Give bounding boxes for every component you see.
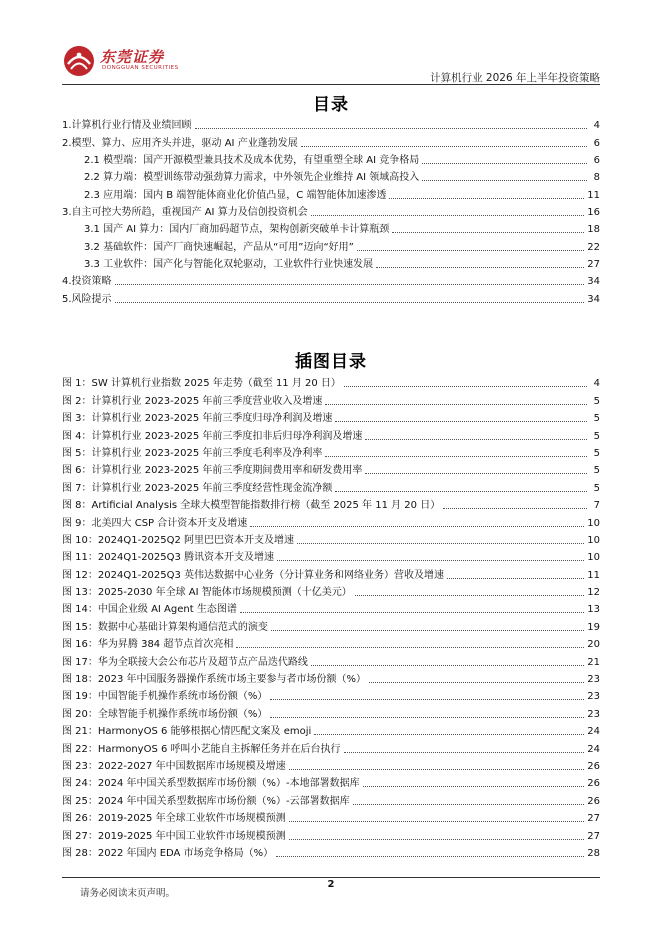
- leader-dots: [314, 734, 584, 735]
- figure-entry[interactable]: [62, 390, 600, 407]
- figure-entry-text: 图 2：计算机行业 2023-2025 年前三季度营业收入及增速: [62, 395, 323, 407]
- leader-dots: [301, 146, 587, 147]
- toc-entry[interactable]: [62, 271, 600, 288]
- toc-entry[interactable]: [62, 132, 600, 149]
- figure-entry-page: 10: [587, 552, 600, 564]
- figure-entry[interactable]: [62, 703, 600, 720]
- figure-entry-page: 7: [593, 500, 600, 512]
- figure-entry-text: 图 16：华为昇腾 384 超节点首次亮相: [62, 639, 234, 651]
- figure-entry[interactable]: [62, 443, 600, 460]
- toc-subentry[interactable]: [62, 219, 600, 236]
- leader-dots: [344, 752, 585, 753]
- leader-dots: [376, 267, 584, 268]
- figure-entry-page: 12: [587, 587, 600, 599]
- leader-dots: [277, 560, 584, 561]
- figure-entry-text: 图 11：2024Q1-2025Q3 腾讯资本开支及增速: [62, 552, 275, 564]
- leader-dots: [422, 180, 587, 181]
- figure-entry-text: 图 27：2019-2025 年中国工业软件市场规模预测: [62, 830, 286, 842]
- figure-entry-text: 图 17：华为全联接大会公布芯片及超节点产品迭代路线: [62, 656, 308, 668]
- figure-entry[interactable]: [62, 843, 600, 860]
- leader-dots: [422, 163, 587, 164]
- figure-entry-page: 10: [587, 517, 600, 529]
- figure-entry[interactable]: [62, 721, 600, 738]
- figure-entry[interactable]: [62, 756, 600, 773]
- figure-entry-text: 图 28：2022 年国内 EDA 市场竞争格局（%）: [62, 847, 274, 859]
- leader-dots: [344, 386, 587, 387]
- brand-name-en: DONGGUAN SECURITIES: [102, 65, 179, 71]
- leader-dots: [325, 404, 587, 405]
- leader-dots: [289, 821, 585, 822]
- toc-entry-page: 8: [593, 172, 600, 184]
- figure-entry-text: 图 5：计算机行业 2023-2025 年前三季度毛利率及净利率: [62, 447, 323, 459]
- figure-entry-page: 24: [587, 743, 600, 755]
- figure-entry[interactable]: [62, 373, 600, 390]
- figure-entry-text: 图 13：2025-2030 年全球 AI 智能体市场规模预测（十亿美元）: [62, 587, 352, 599]
- toc-entry[interactable]: [62, 202, 600, 219]
- figure-entry-text: 图 20：全球智能手机操作系统市场份额（%）: [62, 708, 268, 720]
- page-header: [0, 0, 662, 86]
- toc-entry-text: 2.2 算力端：模型训练带动强劲算力需求，中外领先企业维持 AI 领域高投入: [84, 172, 420, 184]
- figure-entry-text: 图 14：中国企业级 AI Agent 生态图谱: [62, 604, 237, 616]
- toc-entry-page: 34: [587, 276, 600, 288]
- toc-entry-text: 5.风险提示: [62, 293, 112, 305]
- figure-entry-text: 图 15：数据中心基础计算架构通信范式的演变: [62, 621, 268, 633]
- toc-entry-page: 4: [593, 120, 600, 132]
- leader-dots: [240, 612, 584, 613]
- toc-entry-text: 3.2 基础软件：国产厂商快速崛起，产品从“可用”迈向“好用”: [84, 241, 354, 253]
- toc-entry-page: 6: [593, 137, 600, 149]
- figure-entry-page: 5: [593, 482, 600, 494]
- figure-entry[interactable]: [62, 808, 600, 825]
- footer-disclaimer: 请务必阅读末页声明。: [80, 888, 176, 899]
- leader-dots: [369, 682, 584, 683]
- figure-entry[interactable]: [62, 738, 600, 755]
- figure-entry-text: 图 9：北美四大 CSP 合计资本开支及增速: [62, 517, 248, 529]
- toc-entry-text: 1.计算机行业行情及业绩回顾: [62, 120, 192, 132]
- figure-entry[interactable]: [62, 686, 600, 703]
- leader-dots: [311, 665, 584, 666]
- figure-entry-page: 4: [593, 378, 600, 390]
- leader-dots: [335, 491, 587, 492]
- leader-dots: [447, 578, 584, 579]
- leader-dots: [443, 508, 587, 509]
- figure-entry-page: 5: [593, 413, 600, 425]
- figure-entry-text: 图 3：计算机行业 2023-2025 年前三季度归母净利润及增速: [62, 413, 333, 425]
- toc-subentry[interactable]: [62, 150, 600, 167]
- figure-entry[interactable]: [62, 651, 600, 668]
- figure-entry-text: 图 1：SW 计算机行业指数 2025 年走势（截至 11 月 20 日）: [62, 378, 341, 390]
- toc-entry-text: 3.3 工业软件：国产化与智能化双轮驱动，工业软件行业快速发展: [84, 259, 374, 271]
- figure-entry-text: 图 10：2024Q1-2025Q2 阿里巴巴资本开支及增速: [62, 534, 295, 546]
- figure-entry-text: 图 22：HarmonyOS 6 呼叫小艺能自主拆解任务并在后台执行: [62, 743, 341, 755]
- toc-entry-page: 6: [593, 155, 600, 167]
- figure-entry-page: 5: [593, 465, 600, 477]
- figure-entry-page: 13: [587, 604, 600, 616]
- figure-entry[interactable]: [62, 634, 600, 651]
- figure-entry[interactable]: [62, 425, 600, 442]
- leader-dots: [392, 232, 584, 233]
- toc-entry-text: 2.1 模型端：国产开源模型兼具技术及成本优势，有望重塑全球 AI 竞争格局: [84, 155, 420, 167]
- toc-entry[interactable]: [62, 288, 600, 305]
- figure-entry-page: 5: [593, 430, 600, 442]
- leader-dots: [335, 421, 587, 422]
- leader-dots: [311, 215, 585, 216]
- figure-entry-page: 10: [587, 534, 600, 546]
- figure-entry-page: 27: [587, 830, 600, 842]
- figure-entry[interactable]: [62, 477, 600, 494]
- footer-divider: [62, 877, 600, 878]
- figure-entry-text: 图 8：Artificial Analysis 全球大模型智能指数排行榜（截至 2025 年 11 月 20 日）: [62, 500, 441, 512]
- toc-entry-text: 4.投资策略: [62, 276, 112, 288]
- leader-dots: [357, 250, 584, 251]
- figure-entry-page: 20: [587, 639, 600, 651]
- toc-entry-page: 16: [587, 207, 600, 219]
- figure-list: [62, 373, 600, 860]
- figure-entry-text: 图 12：2024Q1-2025Q3 英伟达数据中心业务（分计算业务和网络业务）营收及增速: [62, 569, 445, 581]
- figure-entry-page: 23: [587, 708, 600, 720]
- leader-dots: [236, 647, 584, 648]
- leader-dots: [115, 284, 585, 285]
- figure-entry-text: 图 7：计算机行业 2023-2025 年前三季度经营性现金流净额: [62, 482, 333, 494]
- figure-entry[interactable]: [62, 616, 600, 633]
- company-logo: [62, 44, 192, 80]
- leader-dots: [270, 717, 584, 718]
- toc-entry-text: 2.模型、算力、应用齐头并进，驱动 AI 产业蓬勃发展: [62, 137, 298, 149]
- toc-subentry[interactable]: [62, 184, 600, 201]
- leader-dots: [353, 804, 585, 805]
- figure-entry-text: 图 25：2024 年中国关系型数据库市场份额（%）-云部署数据库: [62, 795, 350, 807]
- figure-entry-page: 21: [587, 656, 600, 668]
- figure-entry[interactable]: [62, 825, 600, 842]
- logo-mark-icon: [62, 44, 96, 78]
- figure-entry-page: 26: [587, 795, 600, 807]
- figure-entry-text: 图 19：中国智能手机操作系统市场份额（%）: [62, 691, 268, 703]
- leader-dots: [270, 699, 584, 700]
- figure-entry-page: 26: [587, 760, 600, 772]
- figure-entry[interactable]: [62, 790, 600, 807]
- figure-entry-text: 图 6：计算机行业 2023-2025 年前三季度期间费用率和研发费用率: [62, 465, 363, 477]
- figure-entry-page: 28: [587, 847, 600, 859]
- table-of-contents: [62, 115, 600, 306]
- toc-subentry[interactable]: [62, 167, 600, 184]
- figure-entry-text: 图 4：计算机行业 2023-2025 年前三季度扣非后归母净利润及增速: [62, 430, 363, 442]
- toc-entry-text: 3.自主可控大势所趋，重视国产 AI 算力及信创投资机会: [62, 207, 308, 219]
- figure-entry[interactable]: [62, 564, 600, 581]
- figure-entry-page: 5: [593, 395, 600, 407]
- leader-dots: [363, 786, 585, 787]
- figure-entry[interactable]: [62, 547, 600, 564]
- leader-dots: [289, 769, 585, 770]
- toc-entry[interactable]: [62, 115, 600, 132]
- figure-entry[interactable]: [62, 582, 600, 599]
- figure-entry[interactable]: [62, 773, 600, 790]
- leader-dots: [271, 630, 584, 631]
- figure-entry[interactable]: [62, 512, 600, 529]
- page-number: 2: [327, 879, 335, 890]
- figure-entry-page: 23: [587, 691, 600, 703]
- figure-entry-page: 26: [587, 778, 600, 790]
- figure-entry-page: 24: [587, 726, 600, 738]
- figure-entry[interactable]: [62, 530, 600, 547]
- figure-entry-text: 图 18：2023 年中国服务器操作系统市场主要参与者市场份额（%）: [62, 674, 367, 686]
- toc-entry-page: 11: [587, 189, 600, 201]
- toc-subentry[interactable]: [62, 236, 600, 253]
- figure-entry-page: 5: [593, 447, 600, 459]
- leader-dots: [289, 839, 585, 840]
- leader-dots: [195, 128, 587, 129]
- leader-dots: [389, 198, 584, 199]
- leader-dots: [115, 302, 585, 303]
- toc-subentry[interactable]: [62, 254, 600, 271]
- leader-dots: [365, 439, 587, 440]
- toc-title: 目录: [313, 95, 349, 115]
- leader-dots: [325, 456, 587, 457]
- toc-entry-page: 27: [587, 259, 600, 271]
- toc-entry-text: 3.1 国产 AI 算力：国内厂商加码超节点，架构创新突破单卡计算瓶颈: [84, 224, 390, 236]
- figure-entry-page: 19: [587, 621, 600, 633]
- toc-entry-page: 22: [587, 241, 600, 253]
- figure-entry[interactable]: [62, 408, 600, 425]
- figure-entry[interactable]: [62, 460, 600, 477]
- figure-entry-page: 23: [587, 674, 600, 686]
- figure-entry-page: 27: [587, 813, 600, 825]
- figure-entry-text: 图 21：HarmonyOS 6 能够根据心情匹配文案及 emoji: [62, 726, 312, 738]
- brand-name-cn: 东莞证券: [100, 48, 165, 66]
- figure-entry[interactable]: [62, 495, 600, 512]
- toc-entry-page: 18: [587, 224, 600, 236]
- report-name: 计算机行业 2026 年上半年投资策略: [430, 72, 600, 84]
- figure-list-title: 插图目录: [295, 352, 367, 372]
- leader-dots: [250, 526, 584, 527]
- leader-dots: [365, 473, 587, 474]
- leader-dots: [355, 595, 585, 596]
- figure-entry[interactable]: [62, 669, 600, 686]
- leader-dots: [276, 856, 584, 857]
- toc-entry-page: 34: [587, 293, 600, 305]
- header-divider: [62, 84, 600, 85]
- leader-dots: [297, 543, 584, 544]
- figure-entry-text: 图 24：2024 年中国关系型数据库市场份额（%）-本地部署数据库: [62, 778, 360, 790]
- figure-entry-page: 11: [587, 569, 600, 581]
- figure-entry-text: 图 26：2019-2025 年全球工业软件市场规模预测: [62, 813, 286, 825]
- figure-entry[interactable]: [62, 599, 600, 616]
- toc-entry-text: 2.3 应用端：国内 B 端智能体商业化价值凸显，C 端智能体加速渗透: [84, 189, 387, 201]
- figure-entry-text: 图 23：2022-2027 年中国数据库市场规模及增速: [62, 760, 286, 772]
